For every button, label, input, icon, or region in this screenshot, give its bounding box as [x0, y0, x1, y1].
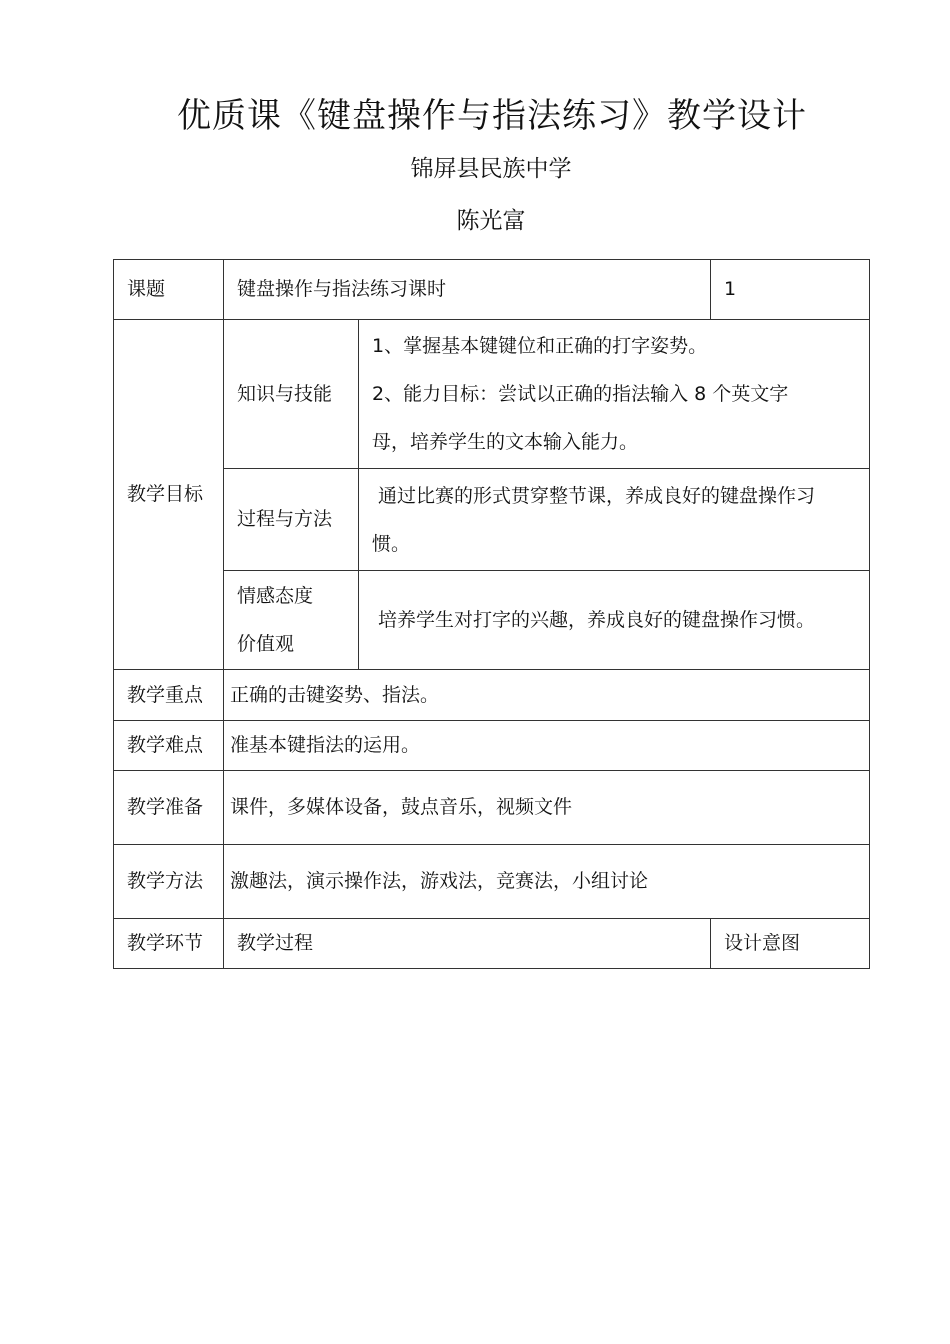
difficulties-label: 教学难点 — [114, 721, 224, 771]
emotion-label — [224, 571, 359, 670]
key-points-row — [114, 670, 870, 721]
key-points-value: 正确的击键姿势、指法。 — [224, 670, 870, 721]
difficulties-value: 准基本键指法的运用。 — [224, 721, 870, 771]
process-content — [359, 469, 870, 571]
difficulties-row — [114, 721, 870, 771]
emotion-label-line-1: 情感态度 — [237, 585, 314, 607]
topic-hours: 1 — [711, 260, 870, 320]
teaching-stage-row — [114, 919, 870, 969]
process-row — [114, 469, 870, 571]
methods-label: 教学方法 — [114, 845, 224, 919]
methods-row — [114, 845, 870, 919]
author-name: 陈光富 — [456, 208, 526, 234]
knowledge-content — [359, 320, 870, 469]
teaching-process-header: 教学过程 — [224, 919, 711, 969]
emotion-content — [359, 571, 870, 670]
knowledge-line-3: 母，培养学生的文本输入能力。 — [372, 431, 639, 453]
preparation-value: 课件，多媒体设备，鼓点音乐，视频文件 — [224, 771, 870, 845]
topic-label: 课题 — [114, 260, 224, 320]
knowledge-row — [114, 320, 870, 469]
teaching-stage-label: 教学环节 — [114, 919, 224, 969]
process-line-2: 惯。 — [372, 532, 411, 555]
knowledge-label: 知识与技能 — [224, 320, 359, 469]
emotion-label-line-2: 价值观 — [237, 633, 295, 655]
key-points-label: 教学重点 — [114, 670, 224, 721]
school-name: 锦屏县民族中学 — [410, 156, 572, 182]
knowledge-line-1: 1、掌握基本键键位和正确的打字姿势。 — [372, 335, 708, 357]
topic-row — [114, 260, 870, 320]
topic-value: 键盘操作与指法练习课时 — [224, 260, 711, 320]
methods-value: 激趣法，演示操作法，游戏法，竞赛法，小组讨论 — [224, 845, 870, 919]
design-intent-header: 设计意图 — [711, 919, 870, 969]
emotion-row — [114, 571, 870, 670]
lesson-plan-table — [113, 259, 870, 969]
emotion-text: 培养学生对打字的兴趣，养成良好的键盘操作习惯。 — [378, 608, 816, 631]
page-title: 优质课《键盘操作与指法练习》教学设计 — [177, 96, 807, 136]
preparation-label: 教学准备 — [114, 771, 224, 845]
knowledge-line-2: 2、能力目标：尝试以正确的指法输入 8 个英文字 — [372, 383, 789, 405]
process-line-1: 通过比赛的形式贯穿整节课，养成良好的键盘操作习 — [378, 484, 816, 507]
objectives-label: 教学目标 — [114, 320, 224, 670]
preparation-row — [114, 771, 870, 845]
process-label: 过程与方法 — [224, 469, 359, 571]
